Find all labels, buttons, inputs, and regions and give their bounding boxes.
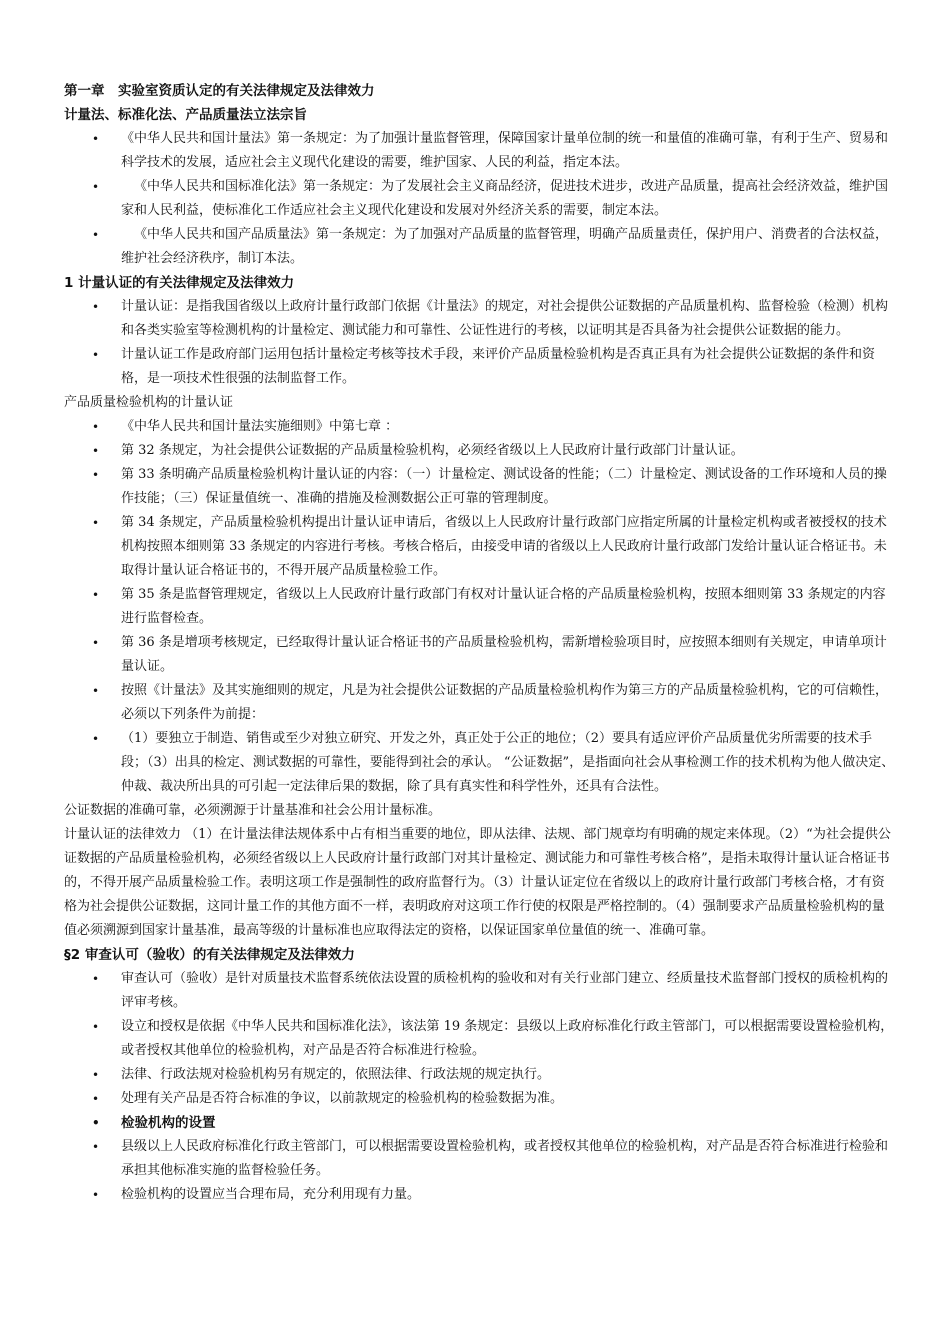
bullet-icon: • <box>92 1020 100 1034</box>
list-item: • 第 34 条规定，产品质量检验机构提出计量认证申请后，省级以上人民政府计量行政部门应指定所属的计量检定机构或者被授权的技术机构按照本细则第 33 条规定的内容进行考核。考核合格后，由接受申请的省级以上人民政府计量行政部门发给计量认证合格证书。未取得计量认证合格证书的，不得开展产品质量检验工作。 <box>64 511 896 583</box>
bullet-icon: • <box>92 228 100 242</box>
bullet-icon: • <box>92 732 100 746</box>
bullet-icon: • <box>92 468 100 482</box>
list-item: • 《中华人民共和国计量法》第一条规定：为了加强计量监督管理，保障国家计量单位制的统一和量值的准确可靠，有利于生产、贸易和科学技术的发展，适应社会主义现代化建设的需要，维护国家、人民的利益，指定本法。 <box>64 127 896 175</box>
bullet-icon: • <box>92 636 100 650</box>
bullet-icon: • <box>92 300 100 314</box>
bullet-icon: • <box>92 348 100 362</box>
bullet-icon: • <box>92 1092 100 1106</box>
list-item: • 按照《计量法》及其实施细则的规定，凡是为社会提供公证数据的产品质量检验机构作为第三方的产品质量检验机构，它的可信赖性，必须以下列条件为前提： <box>64 679 896 727</box>
list-item: • 检验机构的设置应当合理布局，充分利用现有力量。 <box>64 1183 896 1207</box>
list-item: • 第 33 条明确产品质量检验机构计量认证的内容：（一）计量检定、测试设备的性能；（二）计量检定、测试设备的工作环境和人员的操作技能；（三）保证量值统一、准确的措施及检测数据公正可靠的管理制度。 <box>64 463 896 511</box>
section-title-review-approval: §2 审查认可（验收）的有关法律规定及法律效力 <box>64 947 355 963</box>
bullet-icon: • <box>92 1068 100 1082</box>
section-title-metrology-certification: 1 计量认证的有关法律规定及法律效力 <box>64 275 295 291</box>
bullet-icon: • <box>92 1188 100 1202</box>
list-item: • 第 32 条规定，为社会提供公证数据的产品质量检验机构，必须经省级以上人民政府计量行政部门计量认证。 <box>64 439 896 463</box>
bullet-icon: • <box>92 516 100 530</box>
document-page <box>64 79 896 1207</box>
list-item: • 设立和授权是依据《中华人民共和国标准化法》，该法第 19 条规定：县级以上政府标准化行政主管部门，可以根据需要设置检验机构，或者授权其他单位的检验机构，对产品是否符合标准进行检验。 <box>64 1015 896 1063</box>
list-item: • 《中华人民共和国计量法实施细则》中第七章 ： <box>64 415 896 439</box>
bullet-icon: • <box>92 420 100 434</box>
list-item: • 审查认可（验收）是针对质量技术监督系统依法设置的质检机构的验收和对有关行业部门建立、经质量技术监督部门授权的质检机构的评审考核。 <box>64 967 896 1015</box>
section-title-legislation: 计量法、标准化法、产品质量法立法宗旨 <box>64 107 307 123</box>
list-item: • 《中华人民共和国标准化法》第一条规定：为了发展社会主义商品经济，促进技术进步，改进产品质量，提高社会经济效益，维护国家和人民利益，使标准化工作适应社会主义现代化建设和发展对外经济关系的需要，制定本法。 <box>64 175 896 223</box>
bullet-icon: • <box>92 1140 100 1154</box>
bullet-icon: • <box>92 684 100 698</box>
list-item: • （1）要独立于制造、销售或至少对独立研究、开发之外，真正处于公正的地位；（2）要具有适应评价产品质量优劣所需要的技术手段；（3）出具的检定、测试数据的可靠性，要能得到社会的承认。 “公证数据”，是指面向社会从事检测工作的技术机构为他人做决定、仲裁、裁决所出具的可引起一定法律后果的数据，除了具有真实性和科学性外，还具有合法性。 <box>64 727 896 799</box>
bullet-icon: • <box>92 180 100 194</box>
metrology-definition-list <box>64 295 896 391</box>
list-item: • 计量认证：是指我国省级以上政府计量行政部门依据《计量法》的规定，对社会提供公证数据的产品质量机构、监督检验（检测）机构和各类实验室等检测机构的计量检定、测试能力和可靠性、公证性进行的考核，以证明其是否具备为社会提供公证数据的能力。 <box>64 295 896 343</box>
bullet-icon: • <box>92 1116 100 1130</box>
list-item: • 第 36 条是增项考核规定，已经取得计量认证合格证书的产品质量检验机构，需新增检验项目时，应按照本细则有关规定，申请单项计量认证。 <box>64 631 896 679</box>
legislation-list <box>64 127 896 271</box>
paragraph-traceability: 公证数据的准确可靠，必须溯源于计量基准和社会公用计量标准。 <box>64 803 442 818</box>
list-item: • 处理有关产品是否符合标准的争议，以前款规定的检验机构的检验数据为准。 <box>64 1087 896 1111</box>
list-item: • 《中华人民共和国产品质量法》第一条规定：为了加强对产品质量的监督管理，明确产品质量责任，保护用户、消费者的合法权益，维护社会经济秩序，制订本法。 <box>64 223 896 271</box>
bullet-icon: • <box>92 588 100 602</box>
list-item: • 县级以上人民政府标准化行政主管部门，可以根据需要设置检验机构，或者授权其他单位的检验机构，对产品是否符合标准进行检验和承担其他标准实施的监督检验任务。 <box>64 1135 896 1183</box>
list-item: • 计量认证工作是政府部门运用包括计量检定考核等技术手段，来评价产品质量检验机构是否真正具有为社会提供公证数据的条件和资格，是一项技术性很强的法制监督工作。 <box>64 343 896 391</box>
implementation-rules-list <box>64 415 896 799</box>
subsection-title-inspection-certification: 产品质量检验机构的计量认证 <box>64 395 234 410</box>
chapter-title: 第一章 实验室资质认定的有关法律规定及法律效力 <box>64 83 375 99</box>
paragraph-legal-effect: 计量认证的法律效力 （1）在计量法律法规体系中占有相当重要的地位，即从法律、法规、部门规章均有明确的规定来体现。（2）“为社会提供公证数据的产品质量检验机构，必须经省级以上人民政府计量行政部门对其计量检定、测试能力和可靠性考核合格”，是指未取得计量认证合格证书的，不得开展产品质量检验工作。表明这项工作是强制性的政府监督行为。（3）计量认证定位在省级以上的政府计量行政部门考核合格，才有资格为社会提供公证数据，这同计量工作的其他方面不一样，表明政府对这项工作行使的权限是严格控制的。（4）强制要求产品质量检验机构的量值必须溯源到国家计量基准，最高等级的计量标准也应取得法定的资格，以保证国家单位量值的统一、准确可靠。 <box>64 827 891 938</box>
review-approval-list <box>64 967 896 1207</box>
list-item-heading: • 检验机构的设置 <box>64 1111 896 1135</box>
bullet-icon: • <box>92 444 100 458</box>
bullet-icon: • <box>92 132 100 146</box>
list-item: • 第 35 条是监督管理规定，省级以上人民政府计量行政部门有权对计量认证合格的产品质量检验机构，按照本细则第 33 条规定的内容进行监督检查。 <box>64 583 896 631</box>
list-item: • 法律、行政法规对检验机构另有规定的，依照法律、行政法规的规定执行。 <box>64 1063 896 1087</box>
bullet-icon: • <box>92 972 100 986</box>
